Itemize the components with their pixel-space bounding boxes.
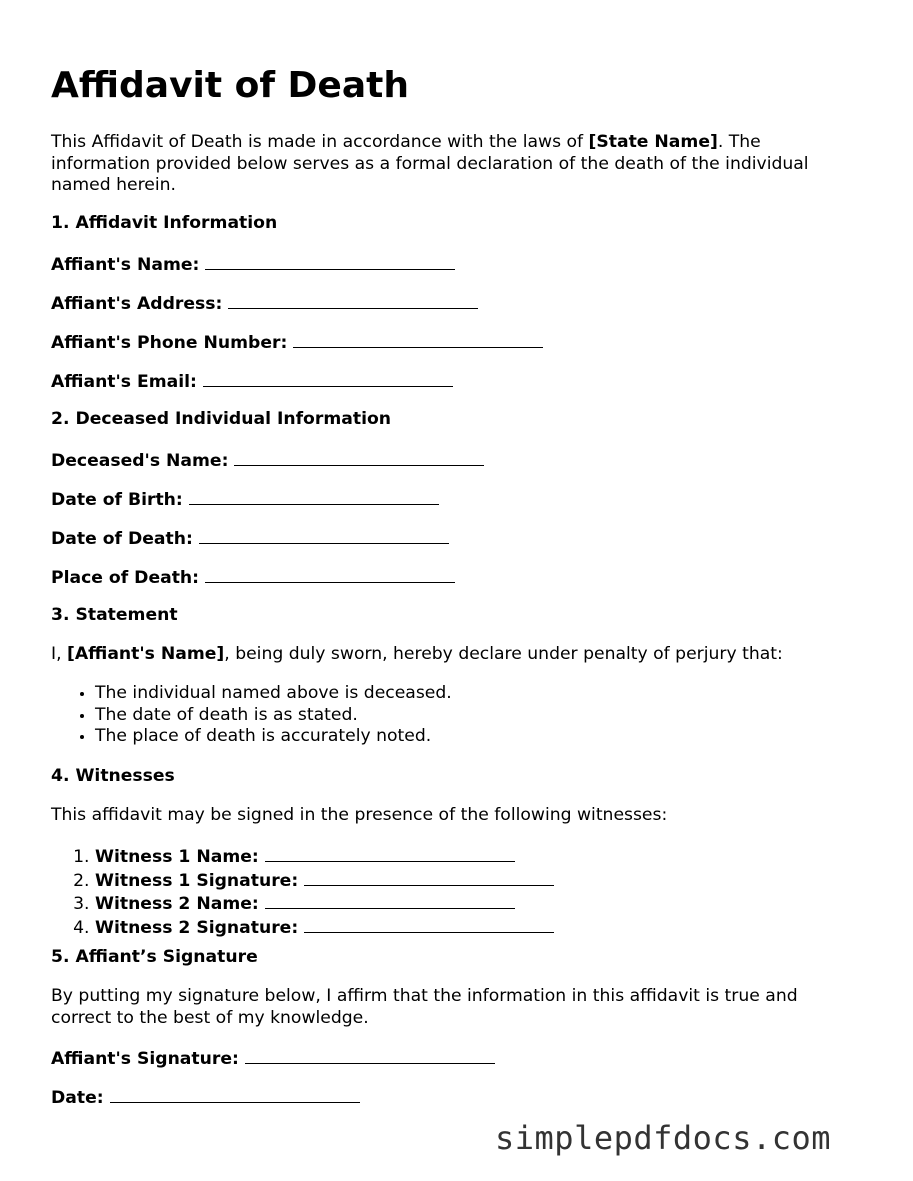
intro-text-after: . The information provided below serves as a formal declaration of the death of the individual named herein.	[51, 132, 809, 196]
statement-suffix: , being duly sworn, hereby declare under penalty of perjury that:	[224, 644, 783, 664]
witness-2-name-field	[95, 892, 554, 916]
statement-bullet-list	[51, 683, 452, 748]
affiant-address-blank[interactable]	[228, 292, 478, 309]
witness-1-name-field	[95, 845, 554, 869]
field-label: Deceased's Name:	[51, 451, 229, 471]
section-1-heading: 1. Affidavit Information	[51, 213, 278, 233]
signature-date-blank[interactable]	[110, 1086, 360, 1103]
field-label: Witness 1 Signature:	[95, 870, 299, 891]
affiant-email-blank[interactable]	[203, 370, 453, 387]
section-3-heading: 3. Statement	[51, 605, 178, 625]
witness-list	[51, 845, 554, 939]
document-title: Affidavit of Death	[51, 65, 409, 106]
place-of-death-field	[51, 566, 455, 590]
date-of-death-blank[interactable]	[199, 527, 449, 544]
statement-paragraph	[51, 644, 783, 666]
field-label: Place of Death:	[51, 568, 200, 588]
list-item: • The individual named above is deceased.	[95, 683, 452, 705]
field-label: Date of Death:	[51, 529, 193, 549]
affiant-signature-blank[interactable]	[245, 1047, 495, 1064]
place-of-death-blank[interactable]	[205, 566, 455, 583]
witness-2-signature-field	[95, 916, 554, 940]
affirmation-paragraph: By putting my signature below, I affirm that the information in this affidavit is true and correct to the best of my knowledge.	[51, 986, 798, 1028]
field-label: Date:	[51, 1088, 104, 1108]
affiant-phone-field	[51, 331, 543, 355]
deceased-name-field	[51, 449, 484, 473]
field-label: Affiant's Signature:	[51, 1049, 239, 1069]
field-label: Date of Birth:	[51, 490, 183, 510]
field-label: Witness 2 Signature:	[95, 917, 299, 938]
witness-1-name-blank[interactable]	[265, 845, 515, 862]
field-label: Affiant's Name:	[51, 255, 200, 275]
intro-text-before: This Affidavit of Death is made in accordance with the laws of	[51, 132, 589, 152]
state-name-placeholder: [State Name]	[588, 132, 718, 152]
affiant-name-blank[interactable]	[205, 253, 455, 270]
watermark: simplepdfdocs.com	[495, 1119, 832, 1157]
statement-prefix: I,	[51, 644, 67, 664]
affiant-name-placeholder: [Affiant's Name]	[67, 644, 225, 664]
intro-paragraph	[51, 132, 851, 197]
section-2-heading: 2. Deceased Individual Information	[51, 409, 391, 429]
witness-2-signature-blank[interactable]	[304, 916, 554, 933]
affiant-name-field	[51, 253, 455, 277]
witness-1-signature-blank[interactable]	[304, 869, 554, 886]
affiant-signature-field	[51, 1047, 495, 1071]
field-label: Affiant's Address:	[51, 294, 223, 314]
list-item: • The place of death is accurately noted.	[95, 726, 452, 748]
witness-1-signature-field	[95, 869, 554, 893]
list-item: • The date of death is as stated.	[95, 705, 452, 727]
affiant-email-field	[51, 370, 453, 394]
field-label: Witness 1 Name:	[95, 847, 259, 867]
date-of-death-field	[51, 527, 449, 551]
signature-date-field	[51, 1086, 360, 1110]
deceased-name-blank[interactable]	[234, 449, 484, 466]
witnesses-paragraph: This affidavit may be signed in the presence of the following witnesses:	[51, 805, 668, 825]
section-5-heading: 5. Affiant’s Signature	[51, 947, 258, 967]
section-4-heading: 4. Witnesses	[51, 766, 175, 786]
affiant-phone-blank[interactable]	[293, 331, 543, 348]
field-label: Witness 2 Name:	[95, 894, 259, 915]
date-of-birth-field	[51, 488, 439, 512]
date-of-birth-blank[interactable]	[189, 488, 439, 505]
affiant-address-field	[51, 292, 478, 316]
field-label: Affiant's Email:	[51, 372, 197, 392]
witness-2-name-blank[interactable]	[265, 892, 515, 909]
field-label: Affiant's Phone Number:	[51, 333, 288, 353]
